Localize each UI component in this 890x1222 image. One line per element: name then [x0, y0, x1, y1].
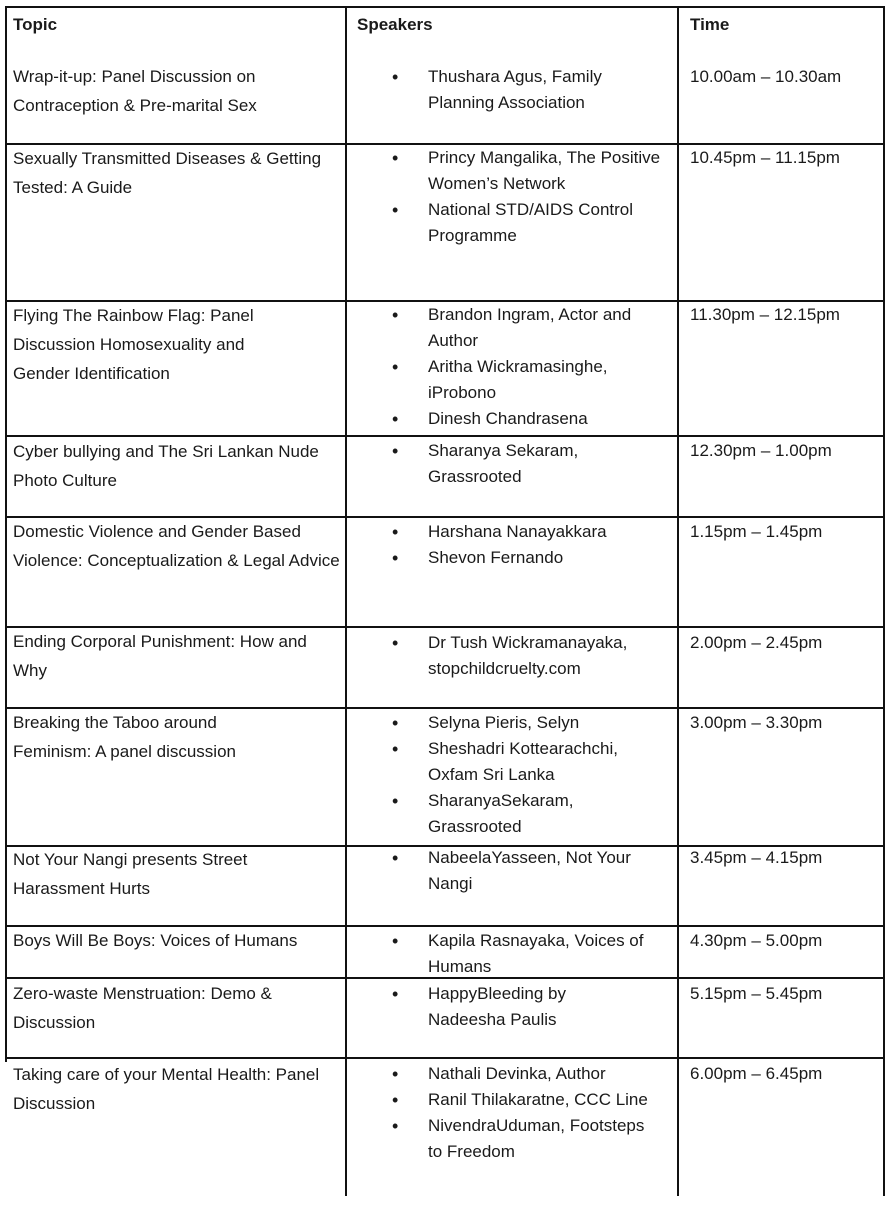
- speakers-list: [356, 710, 681, 840]
- speakers-list: [356, 519, 681, 571]
- topic-cell: Flying The Rainbow Flag: Panel Discussion Homosexuality and Gender Identification: [13, 306, 254, 383]
- speaker-item: • Nathali Devinka, Author: [356, 1061, 681, 1087]
- time-cell: 5.15pm – 5.45pm: [690, 984, 823, 1003]
- table-top-border: [5, 6, 885, 8]
- speakers-list: [356, 630, 681, 682]
- topic-cell: Taking care of your Mental Health: Panel Discussion: [13, 1065, 320, 1113]
- speaker-item: • Dinesh Chandrasena: [356, 406, 681, 432]
- row-divider: [5, 1057, 885, 1059]
- speaker-item: • Harshana Nanayakkara: [356, 519, 681, 545]
- topic-cell: Breaking the Taboo around Feminism: A panel discussion: [13, 713, 236, 761]
- topic-cell: Ending Corporal Punishment: How and Why: [13, 632, 307, 680]
- speaker-item: • Brandon Ingram, Actor and Author: [356, 302, 681, 354]
- speaker-item: • HappyBleeding by Nadeesha Paulis: [356, 981, 628, 1033]
- column-divider-left: [5, 6, 7, 1062]
- speaker-item: • Selyna Pieris, Selyn: [356, 710, 681, 736]
- speaker-item: • Kapila Rasnayaka, Voices of Humans: [356, 928, 658, 980]
- time-cell: 3.45pm – 4.15pm: [690, 848, 823, 867]
- column-divider-topic-speakers: [345, 6, 347, 1196]
- speaker-item: • Sharanya Sekaram, Grassrooted: [356, 438, 628, 490]
- speakers-list: [356, 845, 681, 897]
- speaker-item: • NabeelaYasseen, Not Your Nangi: [356, 845, 668, 897]
- time-cell: 10.00am – 10.30am: [690, 67, 842, 86]
- time-cell: 1.15pm – 1.45pm: [690, 522, 823, 541]
- topic-cell: Sexually Transmitted Diseases & Getting Tested: A Guide: [13, 149, 322, 197]
- speaker-item: • Dr Tush Wickramanayaka, stopchildcruelty.com: [356, 630, 663, 682]
- time-cell: 11.30pm – 12.15pm: [690, 305, 840, 324]
- topic-cell: Domestic Violence and Gender Based Violence: Conceptualization & Legal Advice: [13, 522, 340, 570]
- speaker-item: • Ranil Thilakaratne, CCC Line: [356, 1087, 648, 1113]
- topic-cell: Wrap-it-up: Panel Discussion on Contraception & Pre-marital Sex: [13, 67, 257, 115]
- topic-cell: Zero-waste Menstruation: Demo & Discussion: [13, 984, 272, 1032]
- speakers-list: [356, 928, 681, 980]
- topic-cell: Cyber bullying and The Sri Lankan Nude Photo Culture: [13, 442, 319, 490]
- topic-cell: Boys Will Be Boys: Voices of Humans: [13, 931, 298, 950]
- time-cell: 12.30pm – 1.00pm: [690, 441, 832, 460]
- topic-cell: Not Your Nangi presents Street Harassment Hurts: [13, 850, 248, 898]
- time-cell: 2.00pm – 2.45pm: [690, 633, 823, 652]
- header-time: Time: [690, 15, 730, 34]
- speaker-item: • Thushara Agus, Family Planning Association: [356, 64, 653, 116]
- header-speakers: Speakers: [357, 15, 433, 34]
- time-cell: 10.45pm – 11.15pm: [690, 148, 840, 167]
- speakers-list: [356, 64, 681, 116]
- speaker-item: • Princy Mangalika, The Positive Women’s Network: [356, 145, 681, 197]
- speakers-list: [356, 1061, 681, 1165]
- column-divider-right: [883, 6, 885, 1196]
- speaker-item: • Shevon Fernando: [356, 545, 681, 571]
- speakers-list: [356, 981, 681, 1033]
- speakers-list: [356, 438, 681, 490]
- speakers-list: [356, 145, 681, 249]
- speaker-item: • Sheshadri Kottearachchi, Oxfam Sri Lanka: [356, 736, 663, 788]
- speaker-item: • Aritha Wickramasinghe, iProbono: [356, 354, 658, 406]
- speaker-item: • SharanyaSekaram, Grassrooted: [356, 788, 628, 840]
- time-cell: 4.30pm – 5.00pm: [690, 931, 823, 950]
- time-cell: 6.00pm – 6.45pm: [690, 1064, 823, 1083]
- time-cell: 3.00pm – 3.30pm: [690, 713, 823, 732]
- speaker-item: • NivendraUduman, Footsteps to Freedom: [356, 1113, 648, 1165]
- speakers-list: [356, 302, 681, 432]
- speaker-item: • National STD/AIDS Control Programme: [356, 197, 658, 249]
- header-topic: Topic: [13, 15, 58, 34]
